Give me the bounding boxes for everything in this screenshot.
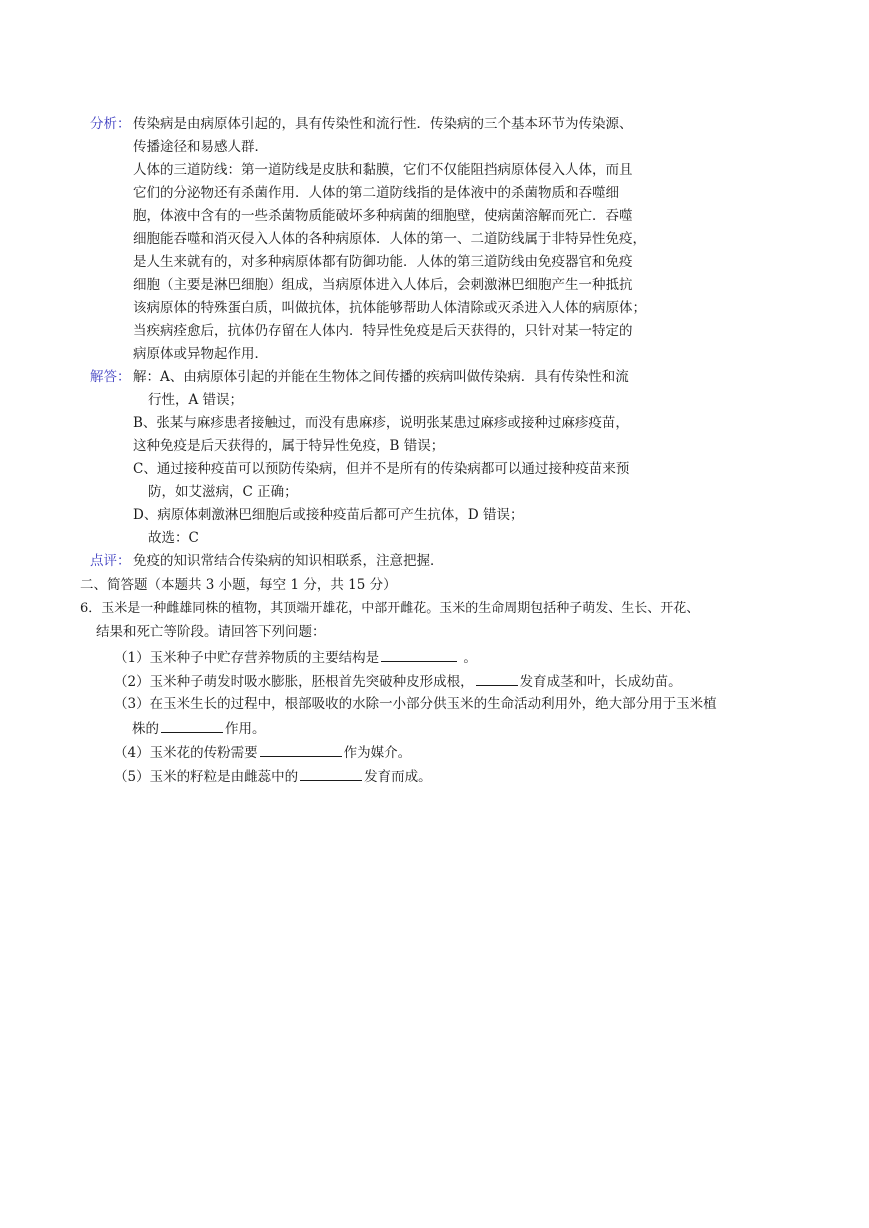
answer-line: 行性，A 错误；: [148, 392, 244, 408]
subquestion-text: 发育而成。: [364, 769, 432, 785]
analysis-line: 传染病是由病原体引起的，具有传染性和流行性．传染病的三个基本环节为传染源、: [133, 116, 633, 132]
answer-blank[interactable]: [381, 646, 457, 662]
answer-blank[interactable]: [300, 765, 362, 781]
subquestion-text: （4）玉米花的传粉需要: [114, 745, 258, 761]
subquestion-text: （5）玉米的籽粒是由雌蕊中的: [114, 769, 299, 785]
answer-line: 这种免疫是后天获得的，属于特异性免疫，B 错误；: [133, 438, 445, 454]
answer-line: 防，如艾滋病，C 正确；: [148, 484, 298, 500]
analysis-line: 该病原体的特殊蛋白质，叫做抗体，抗体能够帮助人体清除或灭杀进入人体的病原体；: [133, 300, 646, 316]
subquestion-4: [114, 741, 411, 763]
subquestion-text: 作为媒介。: [343, 745, 412, 761]
subquestion-text: （1）玉米种子中贮存营养物质的主要结构是: [114, 650, 380, 666]
answer-label: 解答：: [90, 369, 131, 385]
subquestion-text: 株的: [132, 721, 159, 737]
subquestion-5: [114, 765, 432, 787]
analysis-line: 它们的分泌物还有杀菌作用．人体的第二道防线指的是体液中的杀菌物质和吞噬细: [133, 185, 619, 201]
subquestion-text: 作用。: [225, 721, 266, 737]
analysis-line: 是人生来就有的，对多种病原体都有防御功能．人体的第三道防线由免疫器官和免疫: [133, 254, 633, 270]
analysis-line: 胞，体液中含有的一些杀菌物质能破坏多种病菌的细胞壁，使病菌溶解而死亡．吞噬: [133, 208, 633, 224]
answer-blank[interactable]: [260, 741, 342, 757]
comment-label: 点评：: [90, 553, 131, 569]
answer-line: D、病原体刺激淋巴细胞后或接种疫苗后都可产生抗体，D 错误；: [133, 507, 524, 523]
subquestion-2: [114, 670, 682, 692]
answer-line: 解：A、由病原体引起的并能在生物体之间传播的疾病叫做传染病．具有传染性和流: [133, 369, 629, 385]
subquestion-3: （3）在玉米生长的过程中，根部吸收的水除一小部分供玉米的生命活动利用外，绝大部分用于玉米植: [114, 696, 717, 712]
subquestion-text: 。: [459, 650, 477, 666]
analysis-line: 细胞（主要是淋巴细胞）组成，当病原体进入人体后，会刺激淋巴细胞产生一种抵抗: [133, 277, 633, 293]
analysis-line: 传播途径和易感人群．: [133, 139, 268, 155]
answer-line: 故选：C: [148, 530, 199, 546]
comment-text: 免疫的知识常结合传染病的知识相联系，注意把握．: [133, 553, 444, 569]
analysis-line: 细胞能吞噬和消灭侵入人体的各种病原体．人体的第一、二道防线属于非特异性免疫，: [133, 231, 646, 247]
answer-blank[interactable]: [161, 717, 223, 733]
answer-blank[interactable]: [476, 670, 518, 686]
section-heading: 二、简答题（本题共 3 小题，每空 1 分，共 15 分）: [80, 577, 397, 593]
question-stem: 6．玉米是一种雌雄同株的植物，其顶端开雄花，中部开雌花。玉米的生命周期包括种子萌发、生长、开花、: [80, 601, 700, 616]
answer-line: B、张某与麻疹患者接触过，而没有患麻疹，说明张某患过麻疹或接种过麻疹疫苗，: [133, 415, 629, 431]
analysis-line: 人体的三道防线：第一道防线是皮肤和黏膜，它们不仅能阻挡病原体侵入人体，而且: [133, 162, 633, 178]
subquestion-3-cont: [132, 717, 266, 739]
answer-line: C、通过接种疫苗可以预防传染病，但并不是所有的传染病都可以通过接种疫苗来预: [133, 461, 630, 477]
analysis-line: 当疾病痊愈后，抗体仍存留在人体内．特异性免疫是后天获得的，只针对某一特定的: [133, 323, 633, 339]
subquestion-1: [114, 646, 477, 668]
question-stem: 结果和死亡等阶段。请回答下列问题：: [96, 624, 326, 640]
subquestion-text: 发育成茎和叶，长成幼苗。: [519, 674, 682, 690]
subquestion-text: （2）玉米种子萌发时吸水膨胀，胚根首先突破种皮形成根，: [114, 674, 474, 690]
analysis-line: 病原体或异物起作用．: [133, 346, 268, 362]
analysis-label: 分析：: [90, 116, 131, 132]
